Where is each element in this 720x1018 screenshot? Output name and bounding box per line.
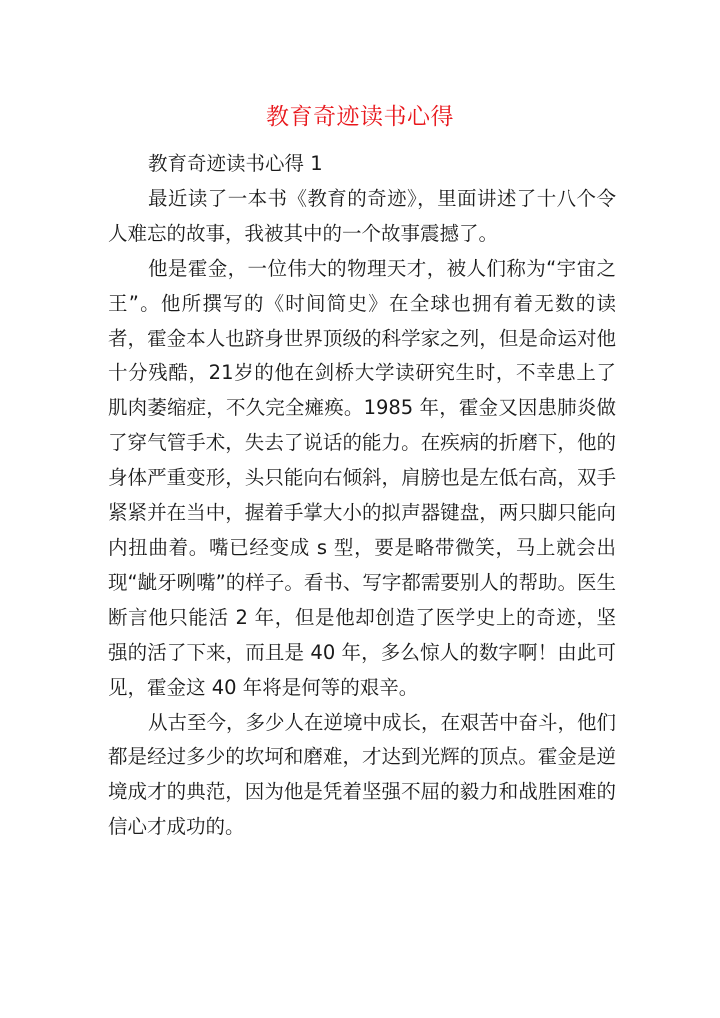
hawking-story-paragraph: 他是霍金，一位伟大的物理天才，被人们称为“宇宙之王”。他所撰写的《时间简史》在全球也拥有着无数的读者，霍金本人也跻身世界顶级的科学家之列，但是命运对他十分残酷，21岁的他在剑桥大学读研究生时，不幸患上了肌肉萎缩症，不久完全瘫痪。1985 年，霍金又因患肺炎做了穿气管手术，失去了说话的能力。在疾病的折磨下，他的身体严重变形，头只能向右倾斜，肩膀也是左低右高，双手紧紧并在当中，握着手掌大小的拟声器键盘，两只脚只能向内扭曲着。嘴已经变成 s 型，要是略带微笑，马上就会出现“龇牙咧嘴”的样子。看书、写字都需要别人的帮助。医生断言他只能活 2 年，但是他却创造了医学史上的奇迹，坚强的活了下来，而且是 40 年，多么惊人的数字啊！由此可见，霍金这 40 年将是何等的艰辛。 — [108, 256, 616, 699]
document-title: 教育奇迹读书心得 — [266, 104, 454, 130]
intro-paragraph: 最近读了一本书《教育的奇迹》，里面讲述了十八个令人难忘的故事，我被其中的一个故事震撼了。 — [108, 186, 616, 245]
document-body — [108, 147, 616, 845]
conclusion-paragraph: 从古至今，多少人在逆境中成长，在艰苦中奋斗，他们都是经过多少的坎坷和磨难，才达到光辉的顶点。霍金是逆境成才的典范，因为他是凭着坚强不屈的毅力和战胜困难的信心才成功的。 — [108, 710, 617, 839]
subtitle-paragraph: 教育奇迹读书心得 1 — [148, 152, 323, 175]
